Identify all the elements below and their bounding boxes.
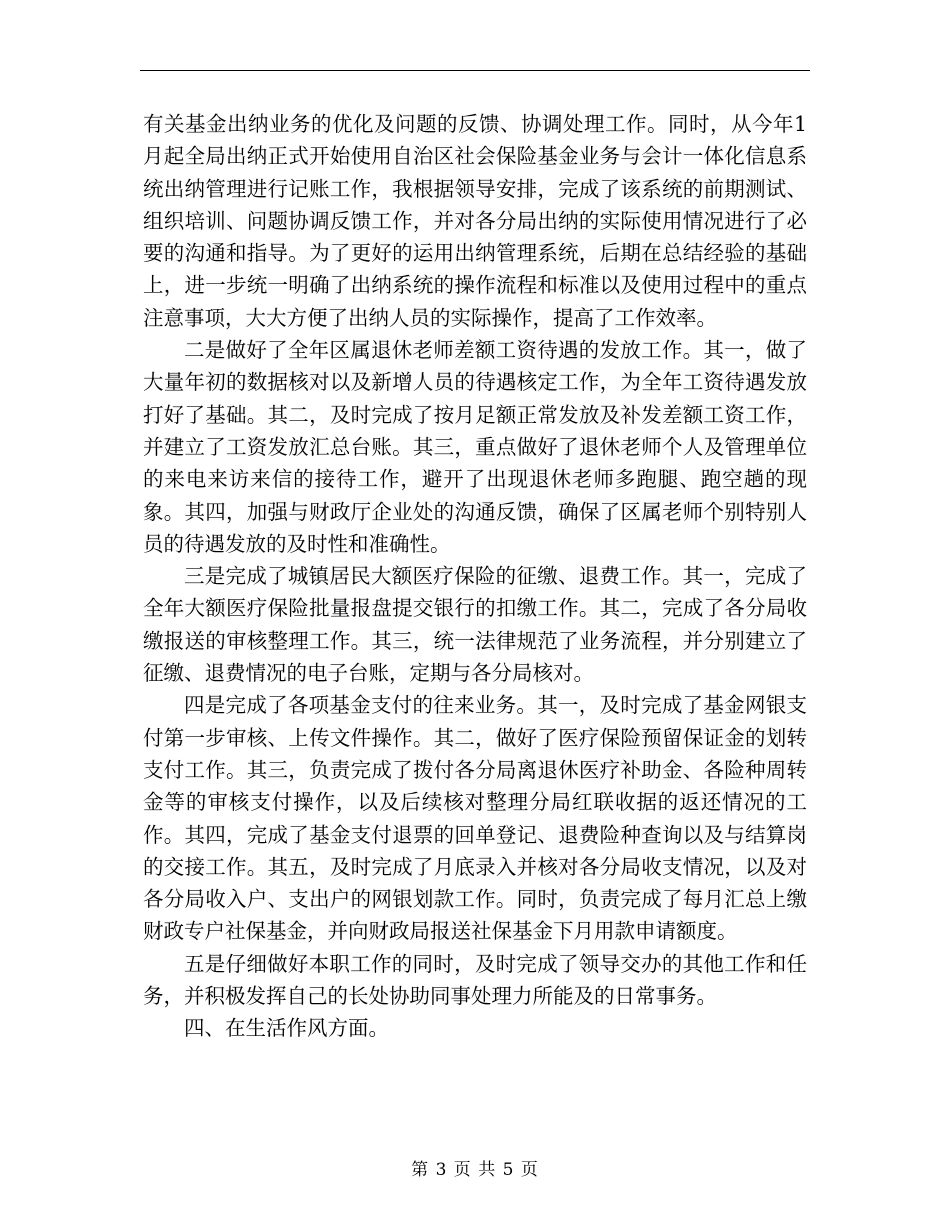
header-rule xyxy=(140,70,810,71)
paragraph-4: 四是完成了各项基金支付的往来业务。其一，及时完成了基金网银支付第一步审核、上传文件操作。其二，做好了医疗保险预留保证金的划转支付工作。其三，负责完成了拨付各分局离退休医疗补助金、各险种周转金等的审核支付操作，以及后续核对整理分局红联收据的返还情况的工作。其四，完成了基金支付退票的回单登记、退费险种查询以及与结算岗的交接工作。其五，及时完成了月底录入并核对各分局收支情况，以及对各分局收入户、支出户的网银划款工作。同时，负责完成了每月汇总上缴财政专户社保基金，并向财政局报送社保基金下月用款申请额度。 xyxy=(143,693,807,944)
section-heading: 四、在生活作风方面。 xyxy=(184,1016,389,1041)
page-number-footer: 第 3 页 共 5 页 xyxy=(411,1160,539,1180)
paragraph-3: 三是完成了城镇居民大额医疗保险的征缴、退费工作。其一，完成了全年大额医疗保险批量报盘提交银行的扣缴工作。其二，完成了各分局收缴报送的审核整理工作。其三，统一法律规范了业务流程，并分别建立了征缴、退费情况的电子台账，定期与各分局核对。 xyxy=(143,564,807,686)
paragraph-2: 二是做好了全年区属退休老师差额工资待遇的发放工作。其一，做了大量年初的数据核对以及新增人员的待遇核定工作，为全年工资待遇发放打好了基础。其二，及时完成了按月足额正常发放及补发差额工资工作，并建立了工资发放汇总台账。其三，重点做好了退休老师个人及管理单位的来电来访来信的接待工作，避开了出现退休老师多跑腿、跑空趟的现象。其四，加强与财政厅企业处的沟通反馈，确保了区属老师个别特别人员的待遇发放的及时性和准确性。 xyxy=(143,338,807,556)
paragraph-5: 五是仔细做好本职工作的同时，及时完成了领导交办的其他工作和任务，并积极发挥自己的长处协助同事处理力所能及的日常事务。 xyxy=(143,951,807,1009)
document-body xyxy=(143,108,807,1045)
paragraph-1: 有关基金出纳业务的优化及问题的反馈、协调处理工作。同时，从今年1月起全局出纳正式开始使用自治区社会保险基金业务与会计一体化信息系统出纳管理进行记账工作，我根据领导安排，完成了该系统的前期测试、组织培训、问题协调反馈工作，并对各分局出纳的实际使用情况进行了必要的沟通和指导。为了更好的运用出纳管理系统，后期在总结经验的基础上，进一步统一明确了出纳系统的操作流程和标准以及使用过程中的重点注意事项，大大方便了出纳人员的实际操作，提高了工作效率。 xyxy=(143,112,807,330)
